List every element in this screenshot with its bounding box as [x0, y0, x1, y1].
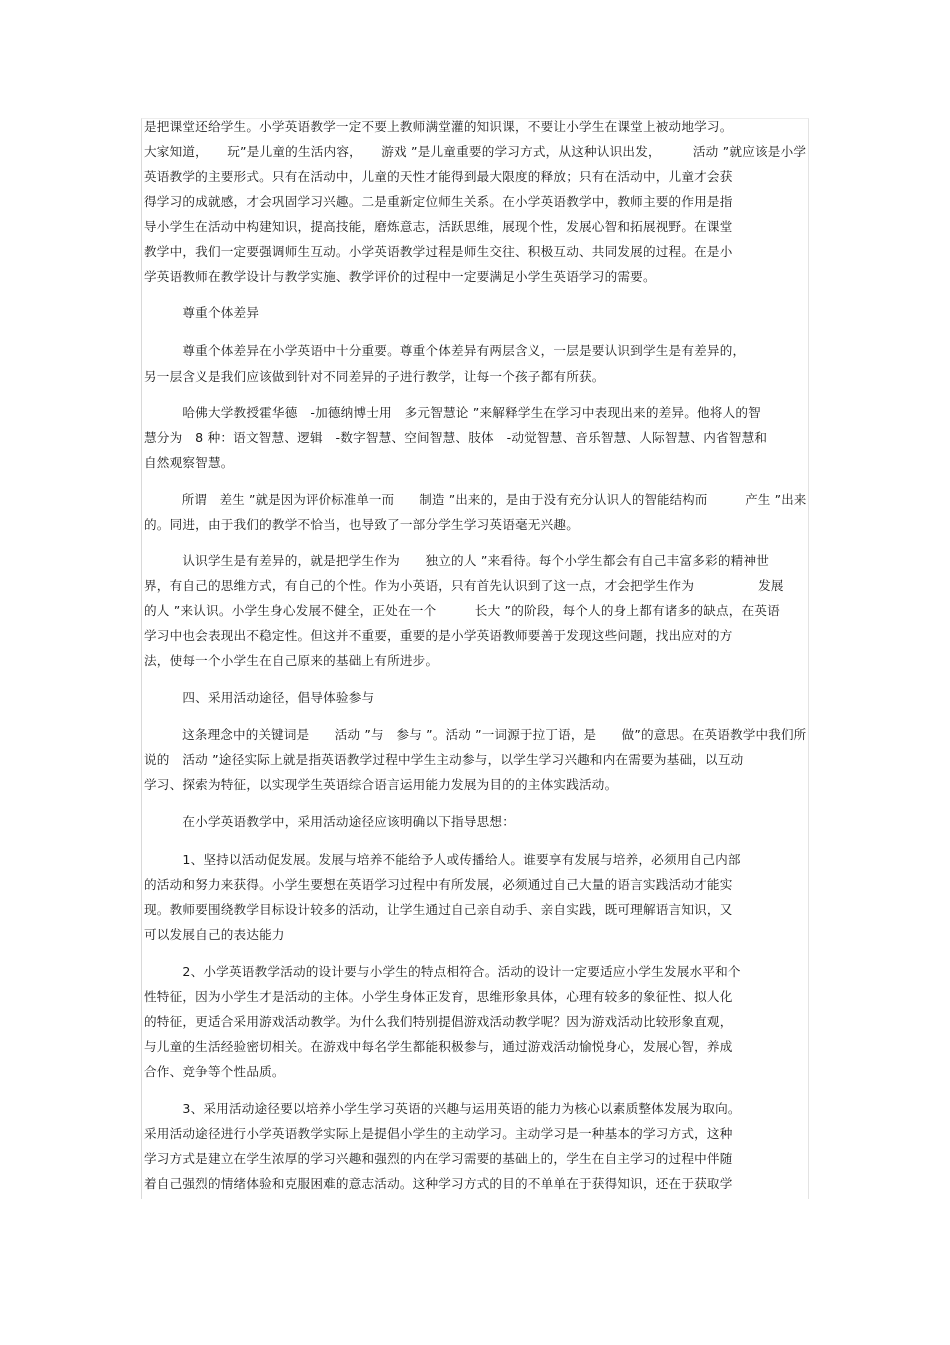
text-line: 的人 ”来认识。小学生身心发展不健全，正处在一个 长大 ”的阶段，每个人的身上都有诸多的缺点，在英语 [144, 603, 780, 618]
text-line: 学英语教师在教学设计与教学实施、教学评价的过程中一定要满足小学生英语学习的需要。 [144, 269, 656, 284]
text-line: 的。同进，由于我们的教学不恰当，也导致了一部分学生学习英语毫无兴趣。 [144, 517, 579, 532]
text-line: 采用活动途径进行小学英语教学实际上是提倡小学生的主动学习。主动学习是一种基本的学习方式，这种 [144, 1126, 733, 1141]
text-line: 英语教学的主要形式。只有在活动中，儿童的天性才能得到最大限度的释放；只有在活动中，儿童才会获 [144, 169, 733, 184]
text-line: 学习方式是建立在学生浓厚的学习兴趣和强烈的内在学习需要的基础上的，学生在自主学习的过程中伴随 [144, 1151, 733, 1166]
text-line: 导小学生在活动中构建知识，提高技能，磨炼意志，活跃思维，展现个性，发展心智和拓展视野。在课堂 [144, 219, 733, 234]
text-line: 着自己强烈的情绪体验和克服困难的意志活动。这种学习方式的目的不单单在于获得知识，还在于获取学 [144, 1176, 733, 1191]
text-line: 另一层含义是我们应该做到针对不同差异的子进行教学，让每一个孩子都有所获。 [144, 369, 605, 384]
text-line: 2、小学英语教学活动的设计要与小学生的特点相符合。活动的设计一定要适应小学生发展水平和个 [144, 964, 741, 979]
text-line: 说的 活动 ”途径实际上就是指英语教学过程中学生主动参与，以学生学习兴趣和内在需要为基础，以互动 [144, 752, 744, 767]
text-line: 性特征，因为小学生才是活动的主体。小学生身体正发育，思维形象具体，心理有较多的象征性、拟人化 [144, 989, 733, 1004]
text-line: 是把课堂还给学生。小学英语教学一定不要上教师满堂灌的知识课，不要让小学生在课堂上被动地学习。 [144, 119, 733, 134]
text-line: 合作、竞争等个性品质。 [144, 1064, 285, 1079]
text-line: 的特征，更适合采用游戏活动教学。为什么我们特别提倡游戏活动教学呢？因为游戏活动比较形象直观， [144, 1014, 733, 1029]
text-line: 学习中也会表现出不稳定性。但这并不重要，重要的是小学英语教师要善于发现这些问题，找出应对的方 [144, 628, 733, 643]
text-line: 法，使每一个小学生在自己原来的基础上有所进步。 [144, 653, 439, 668]
text-line: 大家知道， 玩”是儿童的生活内容， 游戏 ”是儿童重要的学习方式，从这种认识出发， 活动 ”就应该是小学 [144, 144, 807, 159]
text-line: 教学中，我们一定要强调师生互动。小学英语教学过程是师生交往、积极互动、共同发展的过程。在是小 [144, 244, 733, 259]
section-heading: 四、采用活动途径，倡导体验参与 [144, 690, 375, 705]
text-line: 尊重个体差异在小学英语中十分重要。尊重个体差异有两层含义，一层是要认识到学生是有差异的， [144, 343, 746, 358]
text-line: 在小学英语教学中，采用活动途径应该明确以下指导思想： [144, 814, 516, 829]
text-line: 可以发展自己的表达能力 [144, 927, 285, 942]
text-line: 与儿童的生活经验密切相关。在游戏中每名学生都能积极参与，通过游戏活动愉悦身心，发展心智，养成 [144, 1039, 733, 1054]
text-line: 学习、探索为特征，以实现学生英语综合语言运用能力发展为目的的主体实践活动。 [144, 777, 618, 792]
text-line: 得学习的成就感，才会巩固学习兴趣。二是重新定位师生关系。在小学英语教学中，教师主要的作用是指 [144, 194, 733, 209]
text-line: 的活动和努力来获得。小学生要想在英语学习过程中有所发展，必须通过自己大量的语言实践活动才能实 [144, 877, 733, 892]
text-line: 所谓 差生 ”就是因为评价标准单一而 制造 ”出来的，是由于没有充分认识人的智能结构而 产生 ”出来 [144, 492, 807, 507]
text-line: 认识学生是有差异的，就是把学生作为 独立的人 ”来看待。每个小学生都会有自己丰富多彩的精神世 [144, 553, 770, 568]
text-line: 自然观察智慧。 [144, 455, 234, 470]
text-line: 哈佛大学教授霍华德 -加德纳博士用 多元智慧论 ”来解释学生在学习中表现出来的差异。他将人的智 [144, 405, 761, 420]
text-line: 这条理念中的关键词是 活动 ”与 参与 ”。活动 ”一词源于拉丁语，是 做”的意思。在英语教学中我们所 [144, 727, 807, 742]
section-heading: 尊重个体差异 [144, 305, 260, 320]
text-line: 界，有自己的思维方式，有自己的个性。作为小英语，只有首先认识到了这一点，才会把学生作为 发展 [144, 578, 784, 593]
text-line: 3、采用活动途径要以培养小学生学习英语的兴趣与运用英语的能力为核心以素质整体发展为取向。 [144, 1101, 741, 1116]
text-line: 1、坚持以活动促发展。发展与培养不能给予人或传播给人。谁要享有发展与培养，必须用自己内部 [144, 852, 741, 867]
text-line: 慧分为 8 种：语文智慧、逻辑 -数字智慧、空间智慧、肢体 -动觉智慧、音乐智慧、人际智慧、内省智慧和 [144, 430, 768, 445]
text-line: 现。教师要围绕教学目标设计较多的活动，让学生通过自己亲自动手、亲自实践，既可理解语言知识，又 [144, 902, 733, 917]
